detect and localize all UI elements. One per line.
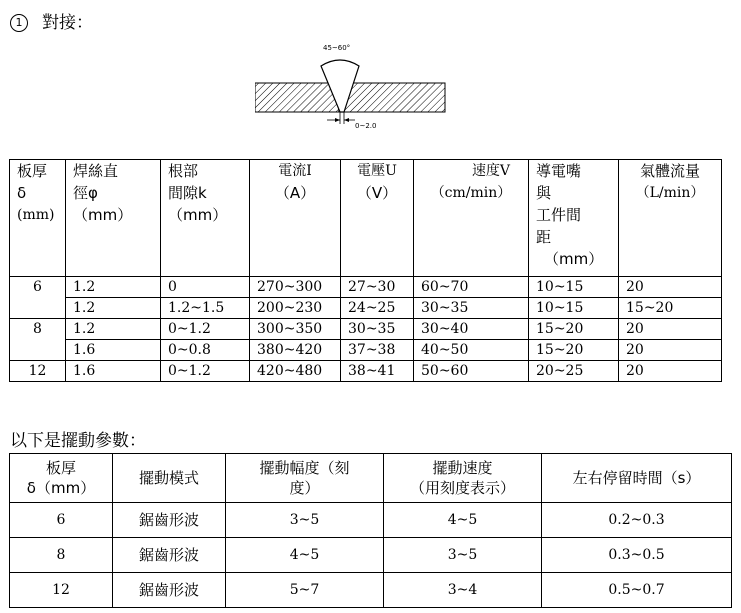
thickness-cell: 12 — [10, 361, 66, 382]
table-cell: 0.5~0.7 — [542, 573, 732, 608]
table-cell: 4~5 — [226, 538, 384, 573]
right-plate — [341, 83, 445, 112]
section-heading-butt-joint — [10, 8, 93, 33]
header-gas-flow: 氣體流量 （L/min） — [619, 160, 722, 277]
table-cell: 鋸齒形波 — [113, 538, 226, 573]
root-gap-label: 0~2.0 — [355, 122, 377, 130]
table-cell: 鋸齒形波 — [113, 503, 226, 538]
table-cell: 60~70 — [414, 277, 529, 298]
table-row — [10, 573, 732, 608]
table-cell: 50~60 — [414, 361, 529, 382]
table-cell: 15~20 — [619, 298, 722, 319]
table-row — [10, 298, 722, 319]
table-cell: 270~300 — [250, 277, 341, 298]
table-cell: 3~5 — [226, 503, 384, 538]
header-voltage: 電壓U （V） — [341, 160, 414, 277]
table-cell: 1.2 — [66, 298, 161, 319]
header-contact-tip-distance: 導電嘴 與 工件間 距 （mm） — [529, 160, 619, 277]
table-cell: 24~25 — [341, 298, 414, 319]
circled-number: 1 — [10, 14, 28, 32]
table-cell: 4~5 — [384, 503, 542, 538]
table-row — [10, 319, 722, 340]
table-cell: 40~50 — [414, 340, 529, 361]
table-cell: 6 — [10, 503, 113, 538]
table-cell: 420~480 — [250, 361, 341, 382]
table-cell: 12 — [10, 573, 113, 608]
table-cell: 30~40 — [414, 319, 529, 340]
table-cell: 0~0.8 — [161, 340, 250, 361]
table-row — [10, 361, 722, 382]
table-cell: 鋸齒形波 — [113, 573, 226, 608]
section-heading-weaving: 以下是擺動參數： — [10, 431, 146, 451]
table-cell: 38~41 — [341, 361, 414, 382]
header-wire-diameter: 焊絲直 徑φ （mm） — [66, 160, 161, 277]
table-row — [10, 277, 722, 298]
table-cell: 20 — [619, 319, 722, 340]
table-cell: 3~5 — [384, 538, 542, 573]
header-root-gap: 根部 間隙k （mm） — [161, 160, 250, 277]
header-thickness: 板厚 δ（mm） — [10, 454, 113, 503]
header-weave-amplitude: 擺動幅度（刻 度） — [226, 454, 384, 503]
table-cell: 200~230 — [250, 298, 341, 319]
thickness-cell: 8 — [10, 319, 66, 361]
table-cell: 1.2~1.5 — [161, 298, 250, 319]
table-cell: 1.2 — [66, 319, 161, 340]
table-cell: 37~38 — [341, 340, 414, 361]
table-cell: 1.6 — [66, 361, 161, 382]
table-cell: 30~35 — [414, 298, 529, 319]
groove-angle-label: 45~60° — [323, 44, 351, 52]
table-cell: 3~4 — [384, 573, 542, 608]
table-cell: 10~15 — [529, 298, 619, 319]
header-thickness: 板厚 δ (mm) — [10, 160, 66, 277]
table-row — [10, 538, 732, 573]
table1-header-row — [10, 160, 722, 277]
table-row — [10, 340, 722, 361]
joint-diagram-svg — [255, 44, 455, 134]
table-cell: 0.2~0.3 — [542, 503, 732, 538]
header-speed: 速度V （cm/min） — [414, 160, 529, 277]
table-cell: 8 — [10, 538, 113, 573]
table2-header-row — [10, 454, 732, 503]
table-cell: 15~20 — [529, 340, 619, 361]
table-cell: 1.2 — [66, 277, 161, 298]
table-cell: 20 — [619, 361, 722, 382]
table-cell: 0~1.2 — [161, 319, 250, 340]
left-plate — [255, 83, 339, 112]
table-cell: 0~1.2 — [161, 361, 250, 382]
table-cell: 15~20 — [529, 319, 619, 340]
header-dwell-time: 左右停留時間（s） — [542, 454, 732, 503]
table-cell: 30~35 — [341, 319, 414, 340]
table-cell: 1.6 — [66, 340, 161, 361]
welding-parameter-table — [9, 159, 722, 382]
weaving-parameter-table — [9, 453, 732, 608]
table-cell: 0.3~0.5 — [542, 538, 732, 573]
table-cell: 10~15 — [529, 277, 619, 298]
table-cell: 5~7 — [226, 573, 384, 608]
thickness-cell: 6 — [10, 277, 66, 319]
joint-diagram — [255, 44, 455, 134]
table-cell: 300~350 — [250, 319, 341, 340]
table-cell: 0 — [161, 277, 250, 298]
table-cell: 20 — [619, 277, 722, 298]
table-cell: 20 — [619, 340, 722, 361]
table-cell: 27~30 — [341, 277, 414, 298]
table-cell: 20~25 — [529, 361, 619, 382]
section-title: 對接： — [42, 13, 93, 33]
table-cell: 380~420 — [250, 340, 341, 361]
table-row — [10, 503, 732, 538]
header-current: 電流I （A） — [250, 160, 341, 277]
header-weave-speed: 擺動速度 （用刻度表示） — [384, 454, 542, 503]
header-weave-mode: 擺動模式 — [113, 454, 226, 503]
